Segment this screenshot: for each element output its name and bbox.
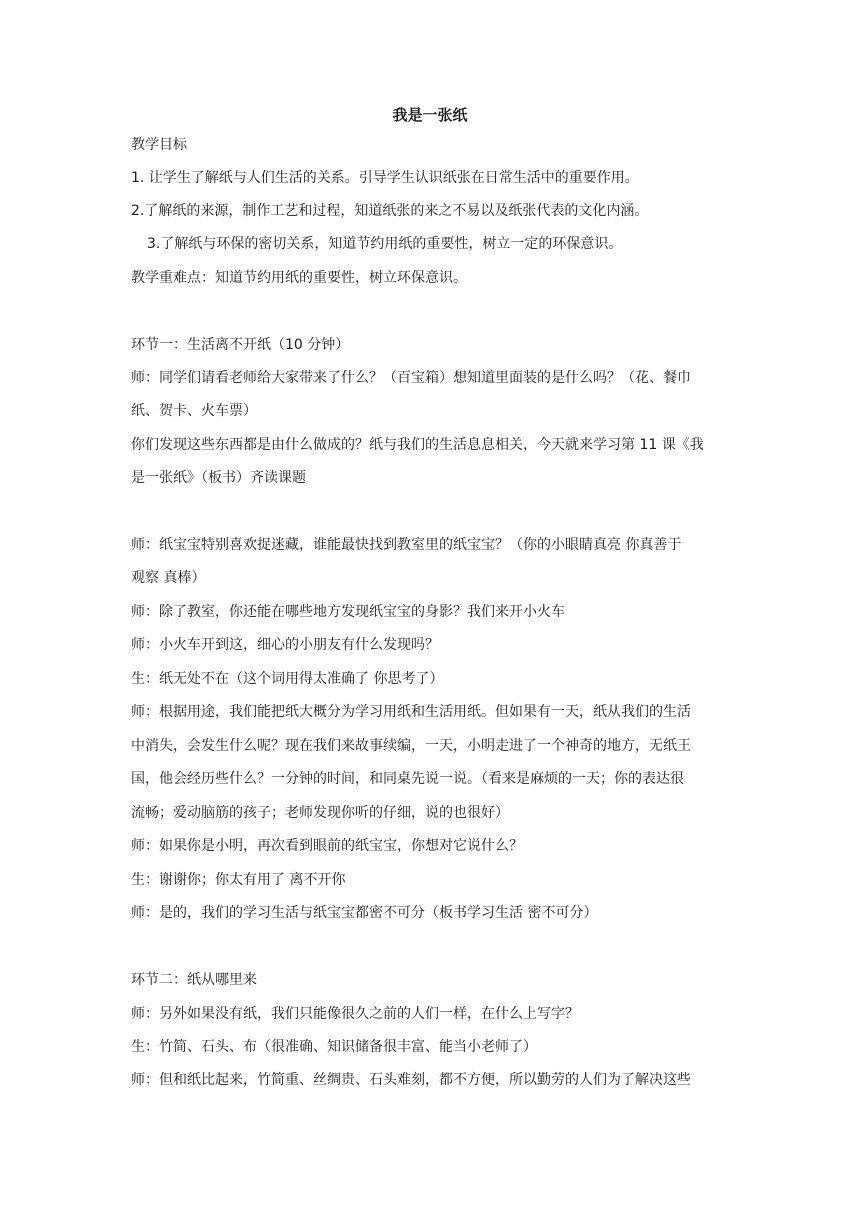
paragraph-line: 师：是的，我们的学习生活与纸宝宝都密不可分（板书学习生活 密不可分） <box>131 905 598 921</box>
objective-item-2: 2.了解纸的来源，制作工艺和过程，知道纸张的来之不易以及纸张代表的文化内涵。 <box>131 203 649 219</box>
document-title: 我是一张纸 <box>392 106 468 124</box>
paragraph-line: 师：另外如果没有纸，我们只能像很久之前的人们一样，在什么上写字？ <box>131 1006 579 1022</box>
objective-item-1: 1. 让学生了解纸与人们生活的关系。引导学生认识纸张在日常生活中的重要作用。 <box>131 170 639 186</box>
paragraph-line: 师：小火车开到这，细心的小朋友有什么发现吗？ <box>131 637 439 653</box>
paragraph-line: 国，他会经历些什么？一分钟的时间，和同桌先说一说。（看来是麻烦的一天；你的表达很 <box>131 771 684 787</box>
paragraph-line: 生：纸无处不在（这个词用得太准确了 你思考了） <box>131 671 444 687</box>
objective-item-3: 3.了解纸与环保的密切关系，知道节约用纸的重要性，树立一定的环保意识。 <box>147 236 623 252</box>
section-heading-part-1: 环节一：生活离不开纸（10 分钟） <box>131 337 350 353</box>
section-heading-objectives: 教学目标 <box>131 137 187 153</box>
paragraph-line: 观察 真棒） <box>131 570 206 586</box>
paragraph-line: 师：根据用途，我们能把纸大概分为学习用纸和生活用纸。但如果有一天，纸从我们的生活 <box>131 704 691 720</box>
paragraph-line: 生：谢谢你；你太有用了 离不开你 <box>131 872 346 888</box>
paragraph-line: 生：竹简、石头、布（很准确、知识储备很丰富、能当小老师了） <box>131 1039 537 1055</box>
paragraph-line: 师：除了教室，你还能在哪些地方发现纸宝宝的身影？我们来开小火车 <box>131 604 565 620</box>
section-heading-part-2: 环节二：纸从哪里来 <box>131 972 257 988</box>
key-points: 教学重难点：知道节约用纸的重要性，树立环保意识。 <box>131 270 467 286</box>
paragraph-line: 是一张纸》（板书）齐读课题 <box>131 470 306 486</box>
paragraph-line: 纸、贺卡、火车票） <box>131 403 257 419</box>
paragraph-line: 师：纸宝宝特别喜欢捉迷藏，谁能最快找到教室里的纸宝宝？（你的小眼睛真亮 你真善于 <box>131 537 682 553</box>
paragraph-line: 师：但和纸比起来，竹简重、丝绸贵、石头难刻，都不方便，所以勤劳的人们为了解决这些 <box>131 1072 691 1088</box>
paragraph-line: 师：如果你是小明，再次看到眼前的纸宝宝，你想对它说什么？ <box>131 838 523 854</box>
paragraph-line: 你们发现这些东西都是由什么做成的？纸与我们的生活息息相关，今天就来学习第 11 课《我 <box>131 437 704 453</box>
paragraph-line: 流畅；爱动脑筋的孩子；老师发现你听的仔细，说的也很好） <box>131 805 509 821</box>
paragraph-line: 师：同学们请看老师给大家带来了什么？（百宝箱）想知道里面装的是什么吗？（花、餐巾 <box>131 370 691 386</box>
paragraph-line: 中消失，会发生什么呢？现在我们来故事续编，一天，小明走进了一个神奇的地方，无纸王 <box>131 738 691 754</box>
